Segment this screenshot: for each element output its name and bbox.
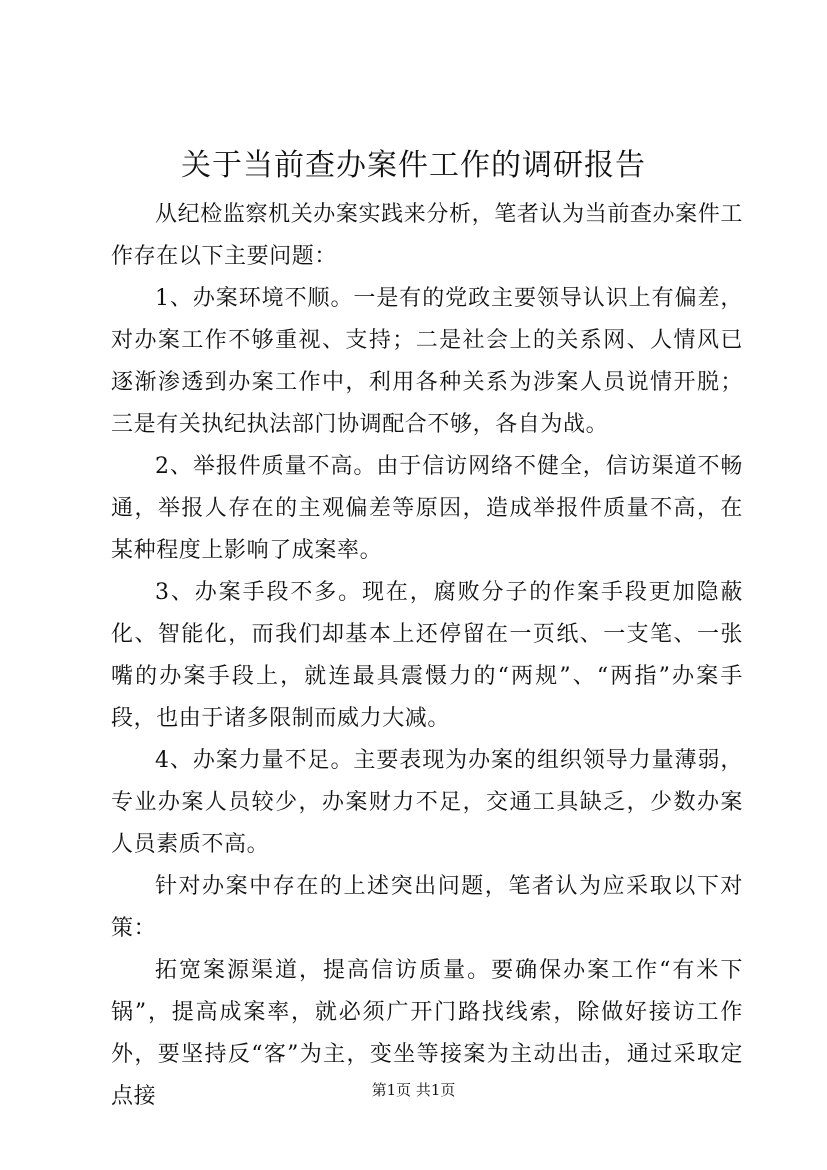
paragraph-intro: 从纪检监察机关办案实践来分析，笔者认为当前查办案件工作存在以下主要问题： bbox=[111, 202, 743, 269]
paragraph-issue-2: 2、举报件质量不高。由于信访网络不健全，信访渠道不畅通，举报人存在的主观偏差等原因，造成举报件质量不高，在某种程度上影响了成案率。 bbox=[111, 454, 743, 563]
paragraph-issue-4: 4、办案力量不足。主要表现为办案的组织领导力量薄弱，专业办案人员较少，办案财力不足，交通工具缺乏，少数办案人员素质不高。 bbox=[111, 748, 743, 857]
paragraph-issue-1: 1、办案环境不顺。一是有的党政主要领导认识上有偏差，对办案工作不够重视、支持；二是社会上的关系网、人情风已逐渐渗透到办案工作中，利用各种关系为涉案人员说情开脱；三是有关执纪执法部门协调配合不够，各自为战。 bbox=[111, 286, 743, 437]
paragraph-issue-3: 3、办案手段不多。现在，腐败分子的作案手段更加隐蔽化、智能化，而我们却基本上还停留在一页纸、一支笔、一张嘴的办案手段上，就连最具震慑力的“两规”、“两指”办案手段，也由于诸多限制而威力大减。 bbox=[111, 580, 743, 731]
page-footer: 第1页 共1页 bbox=[371, 1081, 456, 1099]
paragraph-countermeasures-intro: 针对办案中存在的上述突出问题，笔者认为应采取以下对策： bbox=[111, 874, 743, 941]
document-body bbox=[111, 194, 743, 1118]
paragraph-countermeasure-1: 拓宽案源渠道，提高信访质量。要确保办案工作“有米下锅”，提高成案率，就必须广开门路找线索，除做好接访工作外，要坚持反“客”为主，变坐等接案为主动出击，通过采取定点接 bbox=[111, 958, 743, 1109]
document-title: 关于当前查办案件工作的调研报告 bbox=[181, 148, 646, 183]
